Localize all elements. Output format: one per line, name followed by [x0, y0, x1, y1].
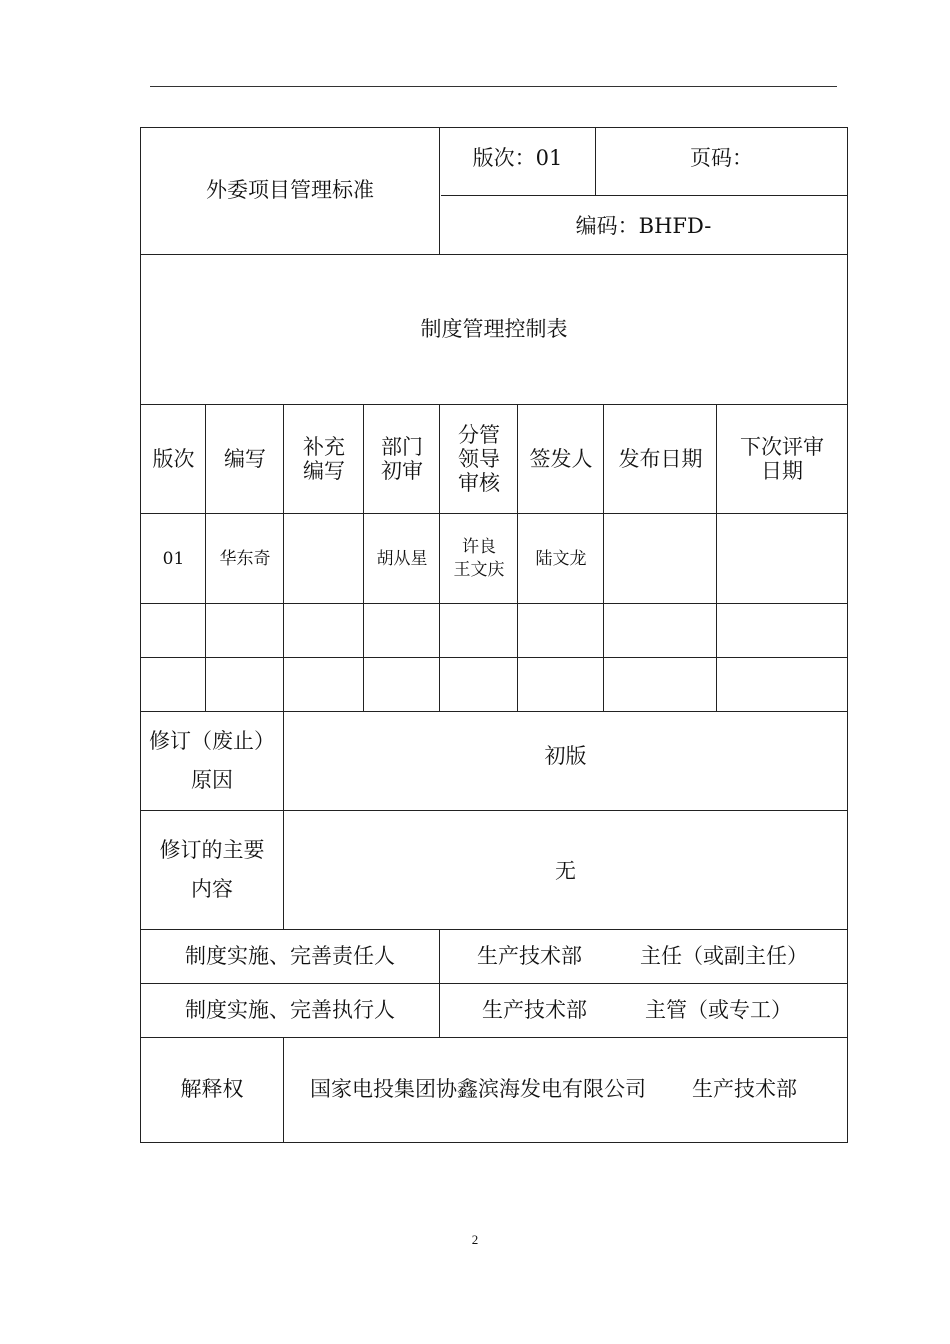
column-header: 部门 初审 — [381, 434, 423, 483]
table-cell — [518, 604, 604, 657]
column-header: 发布日期 — [618, 446, 703, 471]
table-cell — [284, 514, 364, 604]
table-cell — [604, 658, 717, 711]
page-number: 2 — [471, 1232, 479, 1247]
table-cell — [604, 604, 717, 657]
table-cell: 陆文龙 — [535, 548, 587, 569]
table-cell — [717, 604, 847, 657]
table-cell — [141, 658, 206, 711]
revision-reason-value: 初版 — [544, 744, 587, 769]
table-cell — [364, 604, 440, 657]
column-header: 签发人 — [529, 446, 593, 471]
column-header: 下次评审 日期 — [740, 434, 824, 483]
table-cell — [717, 514, 847, 604]
executor-value — [440, 984, 847, 1037]
table-cell — [284, 604, 364, 657]
interpretation-value — [284, 1038, 847, 1142]
responsible-dept: 生产技术部 — [477, 943, 582, 968]
interpretation-company: 国家电投集团协鑫滨海发电有限公司 — [310, 1077, 646, 1102]
table-cell: 01 — [162, 548, 185, 569]
table-cell — [364, 658, 440, 711]
revision-content-label: 修订的主要 内容 — [159, 838, 265, 901]
table-cell — [206, 604, 284, 657]
column-header: 版次 — [152, 446, 195, 471]
table-cell — [717, 658, 847, 711]
document-code: 编码：BHFD- — [575, 214, 712, 239]
responsible-label: 制度实施、完善责任人 — [185, 943, 395, 968]
table-cell: 华东奇 — [219, 548, 271, 569]
interpretation-label: 解释权 — [180, 1077, 244, 1102]
column-header: 编写 — [224, 446, 266, 471]
header-rule — [150, 86, 837, 87]
table-cell: 胡从星 — [376, 548, 428, 569]
form-title: 制度管理控制表 — [420, 316, 568, 341]
responsible-value — [440, 930, 847, 983]
table-cell — [604, 514, 717, 604]
column-header: 补充 编写 — [303, 434, 345, 483]
table-cell — [440, 604, 518, 657]
page-label: 页码： — [690, 145, 753, 170]
table-cell — [440, 658, 518, 711]
revision-content-value: 无 — [555, 859, 576, 884]
document-title: 外委项目管理标准 — [206, 178, 374, 203]
table-cell: 许良 王文庆 — [453, 537, 505, 580]
interpretation-dept: 生产技术部 — [692, 1077, 797, 1102]
revision-reason-label: 修订（废止） 原因 — [149, 729, 275, 792]
responsible-role: 主任（或副主任） — [640, 943, 808, 968]
executor-dept: 生产技术部 — [482, 997, 587, 1022]
column-header: 分管 领导 审核 — [458, 422, 500, 496]
executor-role: 主管（或专工） — [645, 997, 792, 1022]
table-cell — [284, 658, 364, 711]
table-cell — [141, 604, 206, 657]
executor-label: 制度实施、完善执行人 — [185, 997, 395, 1022]
table-cell — [518, 658, 604, 711]
edition-label: 版次：01 — [472, 145, 563, 170]
table-cell — [206, 658, 284, 711]
